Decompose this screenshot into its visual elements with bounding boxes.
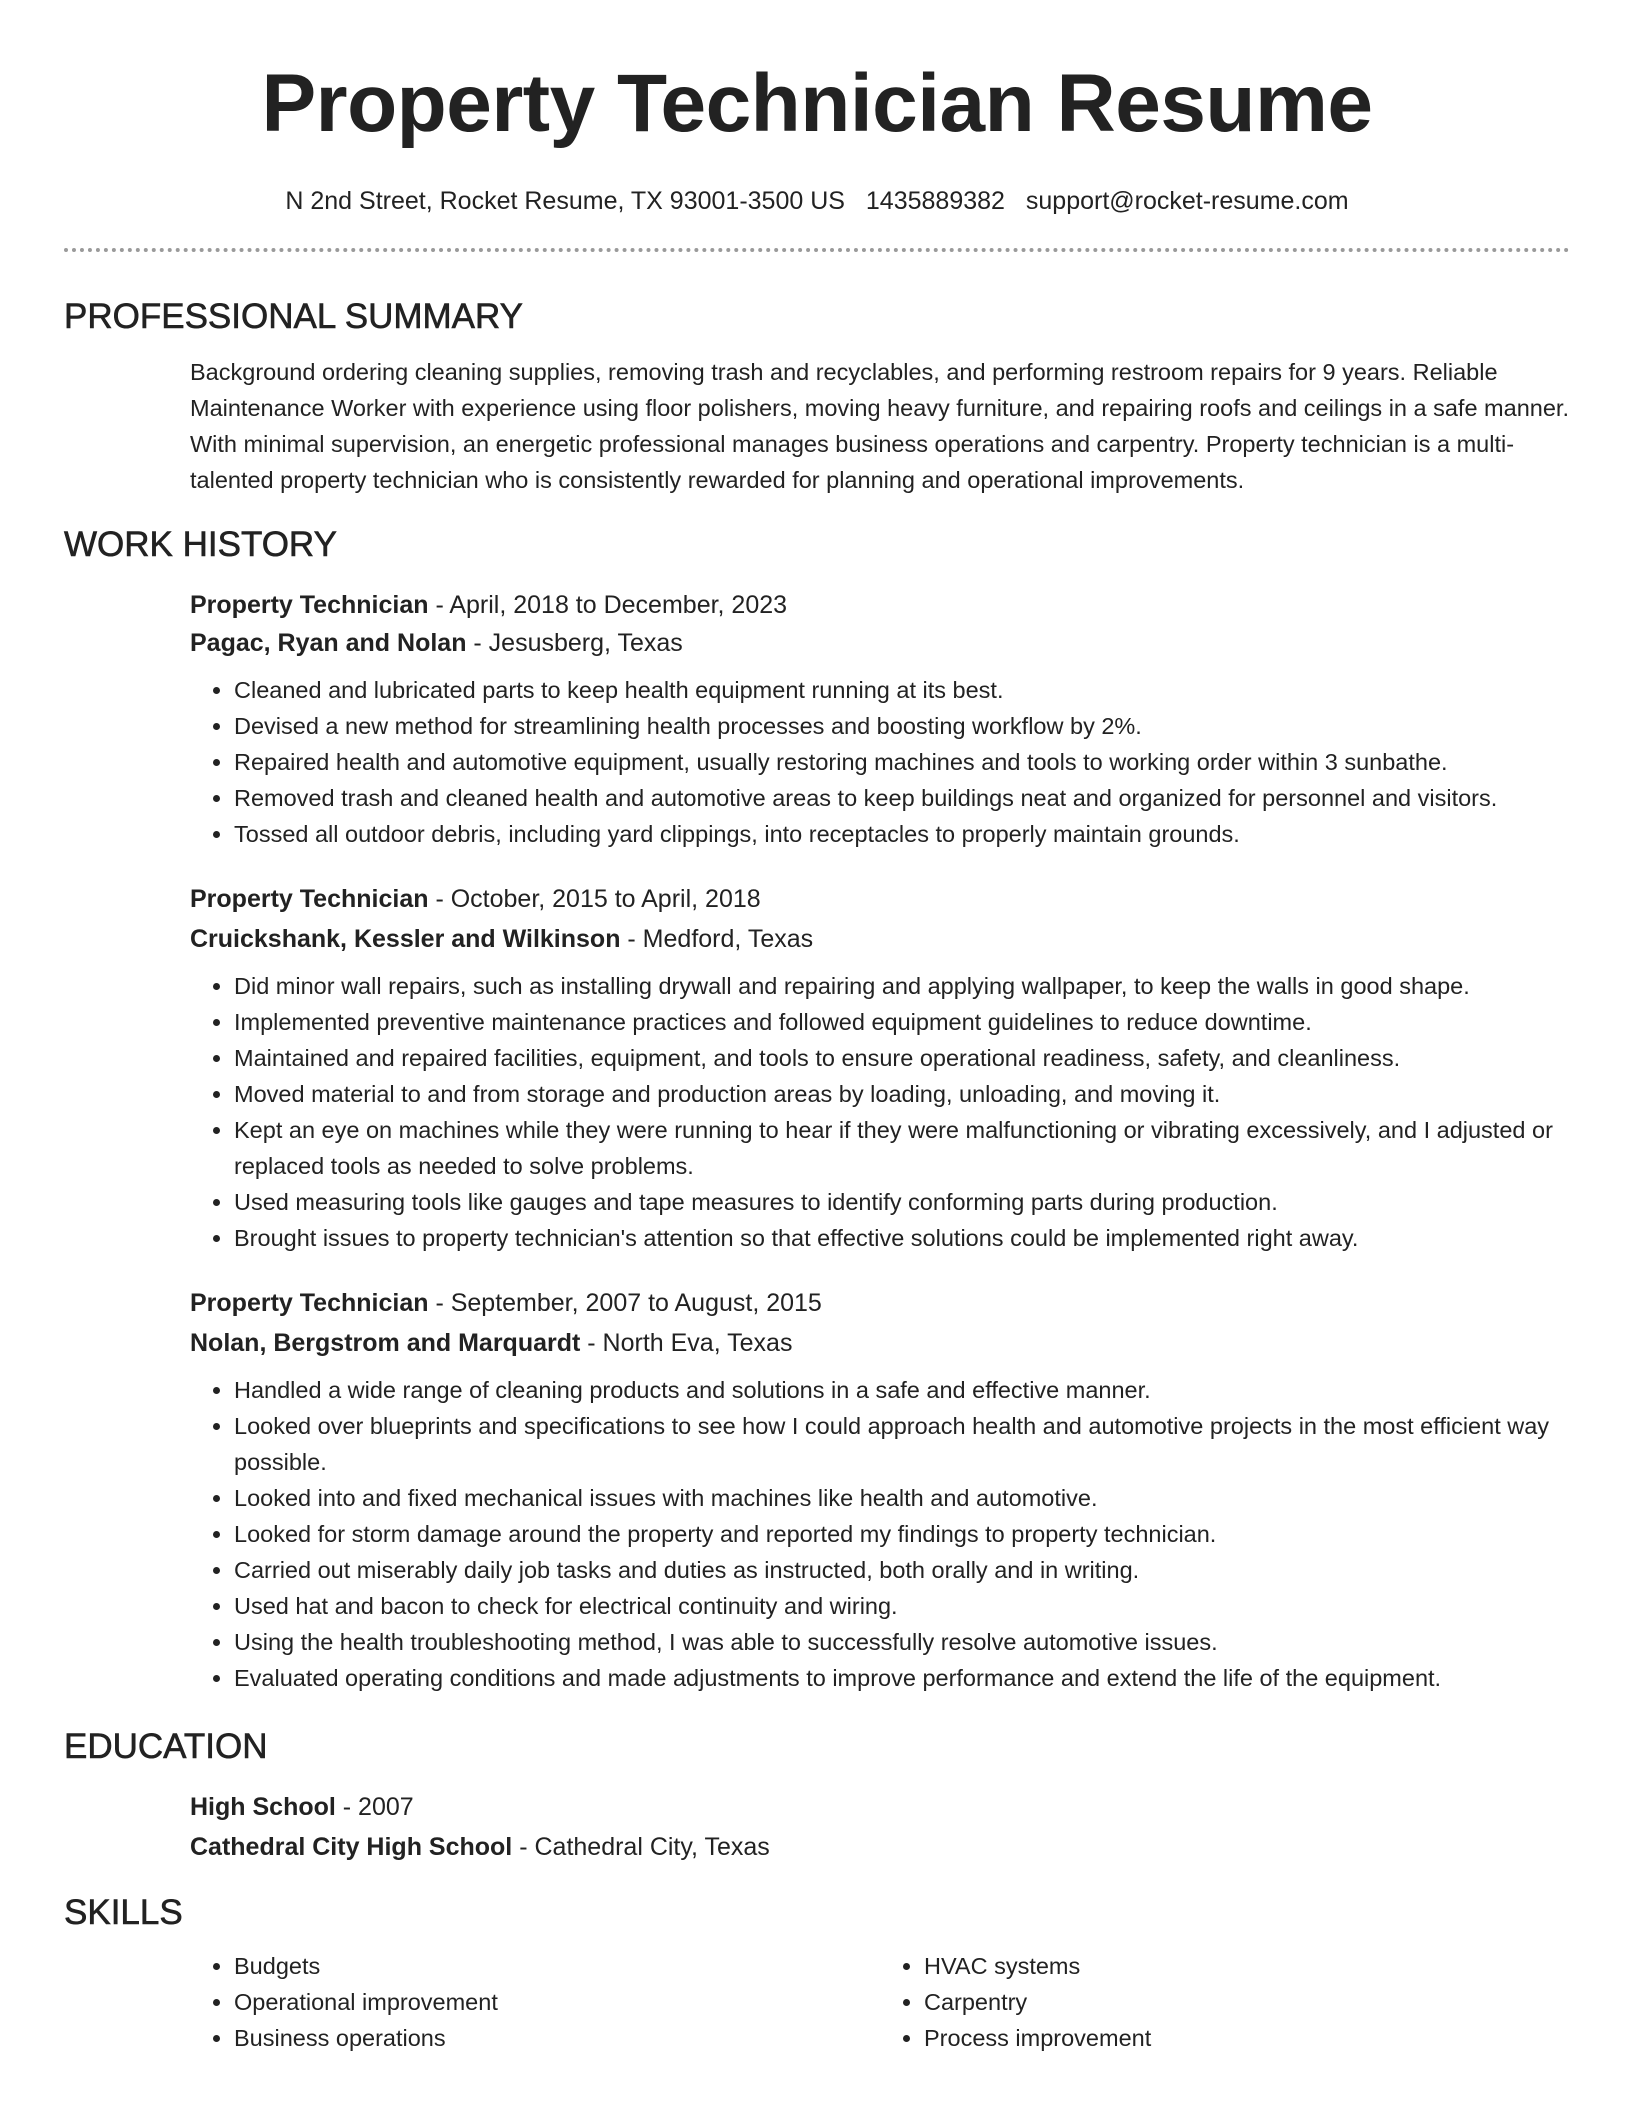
contact-phone: 1435889382 [865,187,1005,215]
list-item: • Looked into and fixed mechanical issues with machines like health and automotive. [234,1480,1570,1516]
list-item: • Moved material to and from storage and production areas by loading, unloading, and moving it. [234,1076,1570,1112]
list-item: • Kept an eye on machines while they were running to hear if they were malfunctioning or vibrating excessively, and I adjusted or replaced tools as needed to solve problems. [234,1112,1570,1184]
header-divider [64,248,1570,252]
summary-text: Background ordering cleaning supplies, removing trash and recyclables, and performing restroom repairs for 9 years. Reliable Maintenance Worker with experience using floor polishers, moving heavy furniture, and repairing roofs and ceilings in a safe manner. With minimal supervision, an energetic professional manages business operations and carpentry. Property technician is a multi-talented property technician who is consistently rewarded for planning and operational improvements. [190,359,1569,493]
job-entry [190,590,1570,852]
skill-item: • Process improvement [924,2020,1570,2056]
job-title: Property Technician [190,1289,429,1317]
education-degree: High School [190,1793,336,1821]
job-company: Cruickshank, Kessler and Wilkinson [190,925,621,953]
summary-section [190,354,1570,498]
job-duties [190,968,1570,1256]
contact-info [64,186,1570,216]
list-item: • Used hat and bacon to check for electrical continuity and wiring. [234,1588,1570,1624]
list-item: • Maintained and repaired facilities, equipment, and tools to ensure operational readiness, safety, and cleanliness. [234,1040,1570,1076]
job-duties [190,1372,1570,1696]
education-school: Cathedral City High School [190,1833,513,1861]
education-entry [190,1792,1570,1862]
job-location: - North Eva, Texas [580,1329,793,1357]
skills-heading: SKILLS [64,1893,183,1932]
list-item: • Evaluated operating conditions and made adjustments to improve performance and extend the life of the equipment. [234,1660,1570,1696]
skill-item: • Carpentry [924,1984,1570,2020]
job-company-line [190,1328,1570,1358]
skill-item: • Budgets [234,1948,880,1984]
list-item: • Did minor wall repairs, such as installing drywall and repairing and applying wallpaper, to keep the walls in good shape. [234,968,1570,1004]
job-entry [190,884,1570,1256]
education-school-line [190,1832,1570,1862]
job-location: - Medford, Texas [620,925,814,953]
list-item: • Looked over blueprints and specifications to see how I could approach health and automotive projects in the most efficient way possible. [234,1408,1570,1480]
skill-item: • Business operations [234,2020,880,2056]
skills-list-right [880,1948,1570,2056]
education-year: - 2007 [335,1793,414,1821]
list-item: • Using the health troubleshooting method, I was able to successfully resolve automotive issues. [234,1624,1570,1660]
education-heading: EDUCATION [64,1727,268,1766]
contact-address: N 2nd Street, Rocket Resume, TX 93001-3500 US [285,187,845,215]
contact-email: support@rocket-resume.com [1025,187,1349,215]
list-item: • Handled a wide range of cleaning products and solutions in a safe and effective manner. [234,1372,1570,1408]
job-company: Pagac, Ryan and Nolan [190,629,467,657]
work-history-heading: WORK HISTORY [64,525,337,564]
job-title-line [190,1288,1570,1318]
education-location: - Cathedral City, Texas [512,1833,770,1861]
skills-list-left [190,1948,880,2056]
job-company-line [190,628,1570,658]
list-item: • Brought issues to property technician's attention so that effective solutions could be implemented right away. [234,1220,1570,1256]
job-dates: - April, 2018 to December, 2023 [428,591,788,619]
list-item: • Implemented preventive maintenance practices and followed equipment guidelines to reduce downtime. [234,1004,1570,1040]
list-item: • Devised a new method for streamlining health processes and boosting workflow by 2%. [234,708,1570,744]
job-location: - Jesusberg, Texas [466,629,683,657]
job-dates: - September, 2007 to August, 2015 [428,1289,822,1317]
job-company: Nolan, Bergstrom and Marquardt [190,1329,581,1357]
list-item: • Cleaned and lubricated parts to keep health equipment running at its best. [234,672,1570,708]
list-item: • Repaired health and automotive equipment, usually restoring machines and tools to working order within 3 sunbathe. [234,744,1570,780]
list-item: • Used measuring tools like gauges and tape measures to identify conforming parts during production. [234,1184,1570,1220]
job-title-line [190,590,1570,620]
job-company-line [190,924,1570,954]
job-dates: - October, 2015 to April, 2018 [428,885,761,913]
resume-title: Property Technician Resume [261,58,1373,149]
job-title-line [190,884,1570,914]
skill-item: • Operational improvement [234,1984,880,2020]
job-title: Property Technician [190,591,429,619]
skills-grid [190,1948,1570,2056]
skill-item: • HVAC systems [924,1948,1570,1984]
resume-page [64,0,1570,2056]
list-item: • Tossed all outdoor debris, including yard clippings, into receptacles to properly maintain grounds. [234,816,1570,852]
job-duties [190,672,1570,852]
list-item: • Removed trash and cleaned health and automotive areas to keep buildings neat and organized for personnel and visitors. [234,780,1570,816]
list-item: • Carried out miserably daily job tasks and duties as instructed, both orally and in writing. [234,1552,1570,1588]
job-title: Property Technician [190,885,429,913]
job-entry [190,1288,1570,1696]
summary-heading: PROFESSIONAL SUMMARY [64,297,523,336]
list-item: • Looked for storm damage around the property and reported my findings to property technician. [234,1516,1570,1552]
education-degree-line [190,1792,1570,1822]
